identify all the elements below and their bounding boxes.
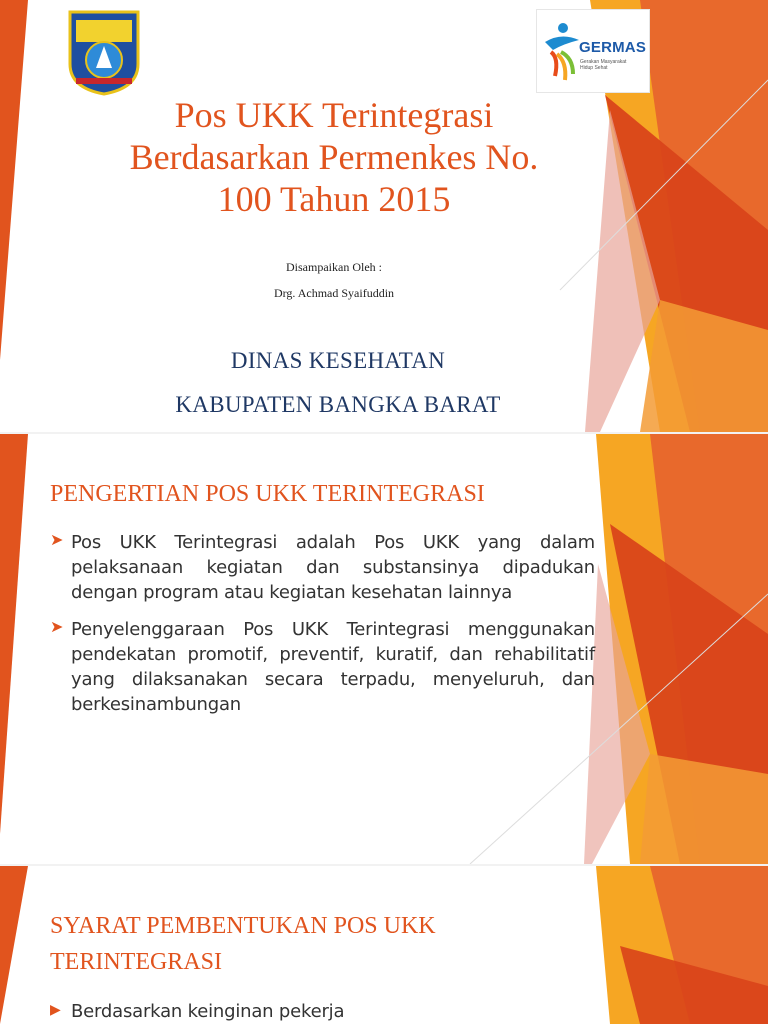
requirements-slide <box>0 866 768 1024</box>
title-slide <box>0 0 768 432</box>
bullet-list <box>50 999 595 1024</box>
chevron-right-icon: ➤ <box>50 532 64 549</box>
germas-logo <box>536 9 650 93</box>
germas-figure-icon <box>541 18 581 88</box>
list-item <box>50 617 595 717</box>
germas-tagline: Gerakan Masyarakat Hidup Sehat <box>580 59 627 71</box>
section-title-line: SYARAT PEMBENTUKAN POS UKK <box>50 913 436 939</box>
bullet-text: Pos UKK Terintegrasi adalah Pos UKK yang dalam pelaksanaan kegiatan dan substansinya dipadukan dengan program atau kegiatan kesehatan lainnya <box>71 532 595 603</box>
bullet-list <box>50 530 595 717</box>
definition-slide <box>0 434 768 864</box>
section-title: PENGERTIAN POS UKK TERINTEGRASI <box>50 481 485 507</box>
bullet-text: Penyelenggaraan Pos UKK Terintegrasi menggunakan pendekatan promotif, preventif, kuratif, dan rehabilitatif yang dilaksanakan secara terpadu, menyeluruh, dan berkesinambungan <box>71 619 595 715</box>
section-title-line: TERINTEGRASI <box>50 949 222 975</box>
presenter-name: Drg. Achmad Syaifuddin <box>273 286 395 300</box>
germas-wordmark: GERMAS <box>579 39 647 56</box>
slide-title-line: Berdasarkan Permenkes No. <box>129 137 539 177</box>
list-item <box>50 530 595 605</box>
triangle-right-icon: ▶ <box>50 1001 61 1017</box>
section-title <box>50 908 436 980</box>
kabupaten-bangka-barat-logo <box>66 8 142 96</box>
slide-title-line: 100 Tahun 2015 <box>217 179 451 219</box>
chevron-right-icon: ➤ <box>50 619 64 636</box>
presented-by-label: Disampaikan Oleh : <box>286 260 382 274</box>
slide-title <box>60 94 608 220</box>
list-item <box>50 999 595 1024</box>
organization-line-2: KABUPATEN BANGKA BARAT <box>175 392 501 417</box>
slide-title-line: Pos UKK Terintegrasi <box>174 95 494 135</box>
bullet-text: Berdasarkan keinginan pekerja <box>71 1001 345 1022</box>
organization-line-1: DINAS KESEHATAN <box>230 348 446 373</box>
